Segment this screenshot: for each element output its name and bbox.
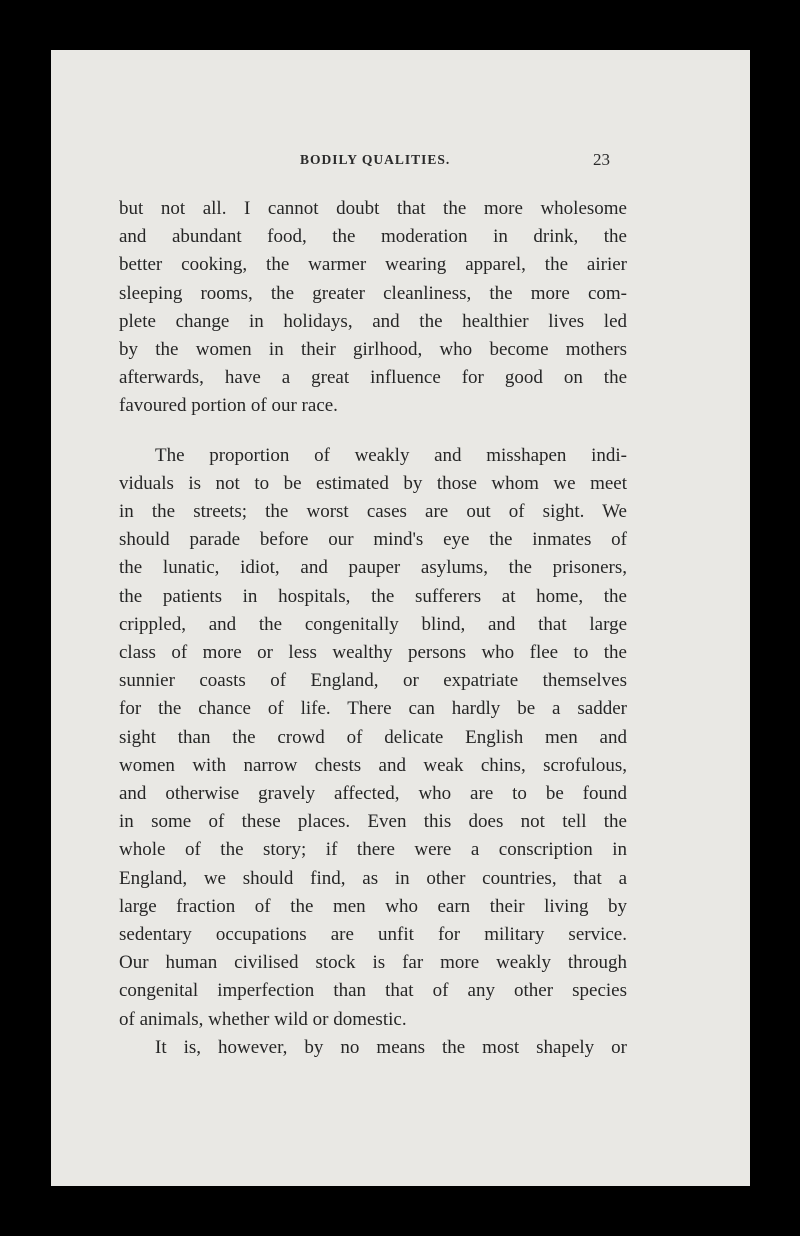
- text-line: women with narrow chests and weak chins, scrofulous,: [119, 754, 627, 776]
- text-line: afterwards, have a great influence for good on the: [119, 367, 627, 389]
- text-line: large fraction of the men who earn their living by: [119, 895, 627, 917]
- page-number: 23: [593, 150, 610, 169]
- text-line: sunnier coasts of England, or expatriate themselves: [119, 670, 627, 692]
- text-line: It is, however, by no means the most shapely or: [155, 1036, 627, 1058]
- text-line: the lunatic, idiot, and pauper asylums, the prisoners,: [119, 557, 627, 579]
- paragraph: [119, 1034, 627, 1062]
- text-line: by the women in their girlhood, who become mothers: [119, 339, 627, 361]
- text-line: The proportion of weakly and misshapen indi-: [155, 444, 627, 466]
- page-header: [51, 150, 750, 180]
- text-line: but not all. I cannot doubt that the more wholesome: [119, 198, 627, 219]
- text-line: sedentary occupations are unfit for military service.: [119, 924, 627, 946]
- text-line: of animals, whether wild or domestic.: [119, 1008, 407, 1030]
- text-line: congenital imperfection than that of any other species: [119, 980, 627, 1002]
- text-line: class of more or less wealthy persons who flee to the: [119, 642, 627, 664]
- text-line: crippled, and the congenitally blind, and that large: [119, 613, 627, 635]
- text-line: better cooking, the warmer wearing apparel, the airier: [119, 254, 627, 276]
- text-line: England, we should find, as in other countries, that a: [119, 867, 627, 889]
- text-line: Our human civilised stock is far more weakly through: [119, 952, 627, 974]
- running-title: BODILY QUALITIES.: [300, 152, 451, 167]
- text-line: viduals is not to be estimated by those whom we meet: [119, 472, 627, 494]
- text-line: plete change in holidays, and the healthier lives led: [119, 310, 627, 332]
- body-text: [119, 195, 627, 1062]
- text-line: in the streets; the worst cases are out of sight. We: [119, 501, 627, 523]
- text-line: the patients in hospitals, the sufferers at home, the: [119, 585, 627, 607]
- text-line: and abundant food, the moderation in drink, the: [119, 226, 627, 248]
- text-line: and otherwise gravely affected, who are to be found: [119, 783, 627, 805]
- text-line: for the chance of life. There can hardly be a sadder: [119, 698, 627, 720]
- text-line: in some of these places. Even this does not tell the: [119, 811, 627, 833]
- paragraph: [119, 195, 627, 421]
- text-line: favoured portion of our race.: [119, 395, 338, 417]
- paragraph: [119, 442, 627, 1034]
- text-line: whole of the story; if there were a conscription in: [119, 839, 627, 861]
- book-page: [51, 50, 750, 1186]
- text-line: should parade before our mind's eye the inmates of: [119, 529, 627, 551]
- text-line: sight than the crowd of delicate English men and: [119, 726, 627, 748]
- text-line: sleeping rooms, the greater cleanliness, the more com-: [119, 282, 627, 304]
